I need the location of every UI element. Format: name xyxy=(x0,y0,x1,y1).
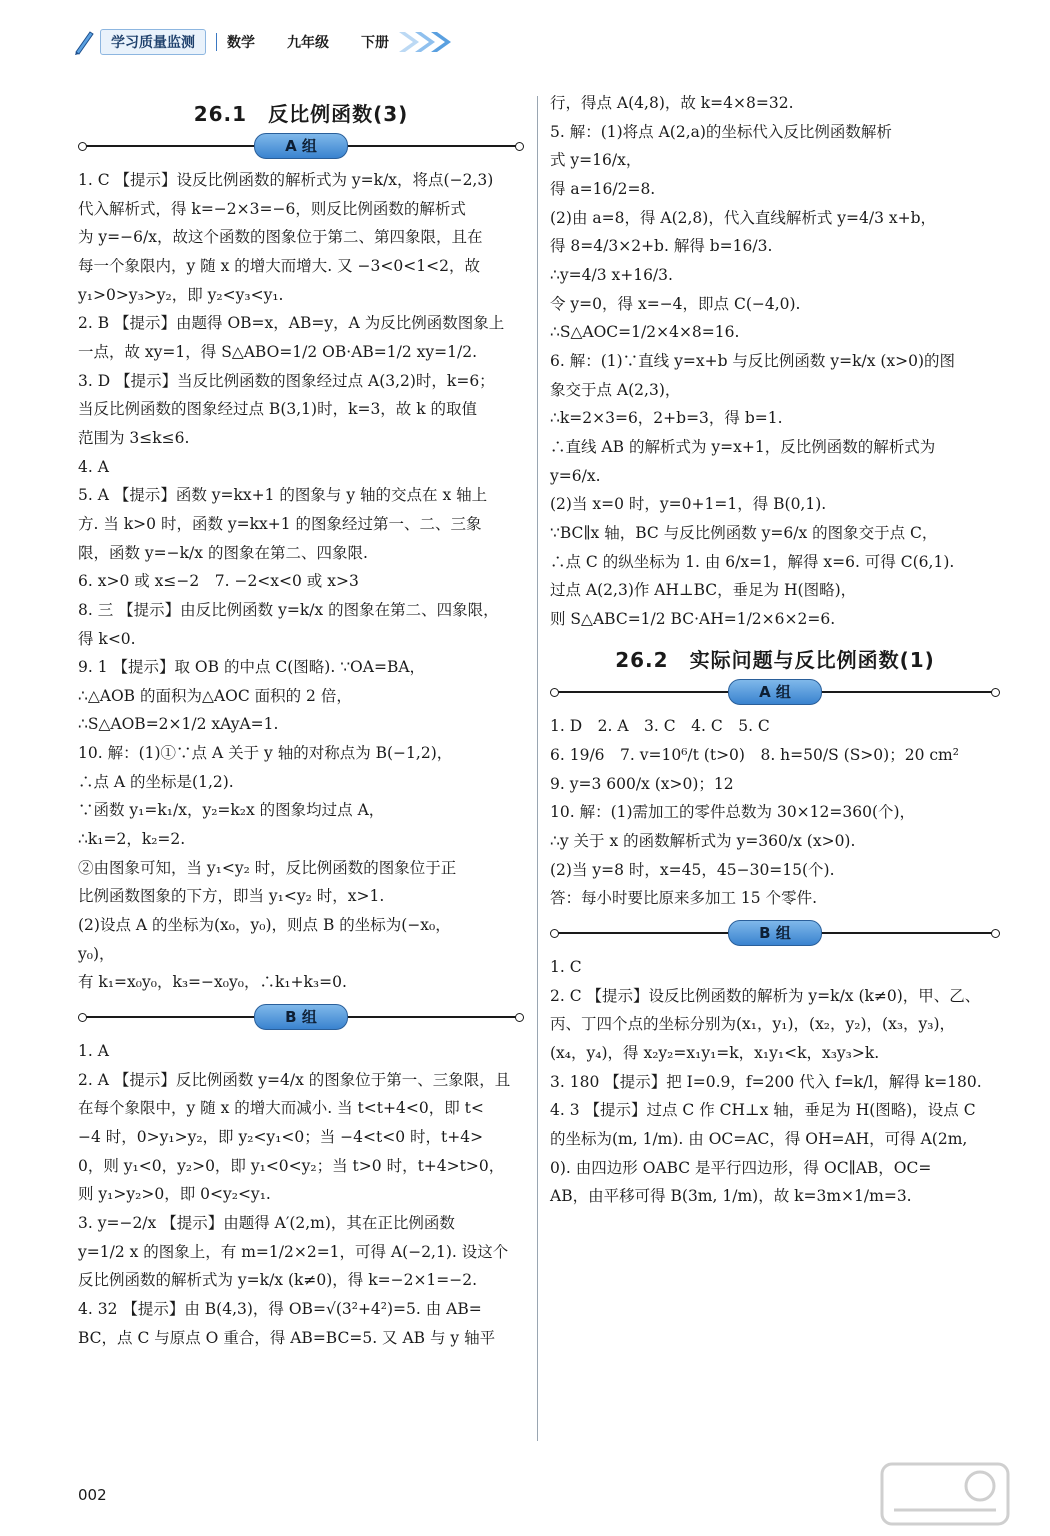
answer-line: y=6/x. xyxy=(550,466,601,485)
answer-line: 9. y=3 600/x (x>0)；12 xyxy=(550,774,734,793)
rule-end-dot xyxy=(78,142,87,151)
answer-line: 方. 当 k>0 时，函数 y=kx+1 的图象经过第一、二、三象 xyxy=(78,514,482,533)
answer-line: 5. 解：(1)将点 A(2,a)的坐标代入反比例函数解析 xyxy=(550,122,892,141)
answer-line: 的坐标为(m, 1/m). 由 OC=AC，得 OH=AH，可得 A(2m, xyxy=(550,1130,968,1148)
group-b-label: B 组 xyxy=(254,1004,348,1030)
answer-line: 1. C xyxy=(550,958,582,977)
answer-line: 则 y₁>y₂>0，即 0<y₂<y₁. xyxy=(78,1185,271,1204)
answer-line: ∴点 C 的纵坐标为 1. 由 6/x=1，解得 x=6. 可得 C(6,1). xyxy=(550,552,955,571)
answer-line: 比例函数图象的下方，即当 y₁<y₂ 时，x>1. xyxy=(78,887,385,906)
answer-line: 令 y=0，得 x=−4，即点 C(−4,0). xyxy=(550,294,801,313)
answer-line: 范围为 3≤k≤6. xyxy=(78,428,190,447)
group-a-bar xyxy=(550,679,1000,705)
answer-line: 10. 解：(1)需加工的零件总数为 30×12=360(个)， xyxy=(550,803,916,822)
answer-line: ∴y 关于 x 的函数解析式为 y=360/x (x>0). xyxy=(550,832,856,851)
series-brand: 学习质量监测 xyxy=(100,29,206,55)
answer-line: 在每个象限中，y 随 x 的增大而减小. 当 t<t+4<0，即 t< xyxy=(78,1099,484,1118)
answer-line: 2. B 【提示】由题得 OB=x，AB=y，A 为反比例函数图象上 xyxy=(78,314,505,333)
page-header xyxy=(72,28,461,56)
answer-line: 4. A xyxy=(78,457,109,476)
answer-list-26-1-b xyxy=(78,1038,524,1351)
group-a-label: A 组 xyxy=(254,133,348,159)
group-b-label: B 组 xyxy=(728,920,822,946)
answer-line: 有 k₁=x₀y₀，k₃=−x₀y₀，∴k₁+k₃=0. xyxy=(78,973,347,992)
watermark-logo xyxy=(880,1462,1010,1526)
answer-line: y₁>0>y₃>y₂，即 y₂<y₃<y₁. xyxy=(78,285,284,304)
answer-line: (2)由 a=8，得 A(2,8)，代入直线解析式 y=4/3 x+b， xyxy=(550,208,937,227)
rule-end-dot xyxy=(991,929,1000,938)
answer-line: 丙、丁四个点的坐标分别为(x₁，y₁)，(x₂，y₂)，(x₃，y₃)， xyxy=(550,1015,956,1034)
answer-list-26-2-b xyxy=(550,954,1000,1210)
answer-line: ∴y=4/3 x+16/3. xyxy=(550,265,673,284)
left-column xyxy=(78,90,524,1353)
answer-line: 1. A xyxy=(78,1042,109,1061)
rule-end-dot xyxy=(991,688,1000,697)
right-column xyxy=(550,90,1000,1212)
header-divider xyxy=(216,33,217,51)
answer-line: ∴△AOB 的面积为△AOC 面积的 2 倍， xyxy=(78,686,352,705)
group-b-bar xyxy=(78,1004,524,1030)
volume-label: 下册 xyxy=(361,35,389,51)
answer-line: y₀)， xyxy=(78,944,115,963)
answer-line: ∴S△AOB=2×1/2 xAyA=1. xyxy=(78,715,279,734)
answer-line: 3. y=−2/x 【提示】由题得 A′(2,m)，其在正比例函数 xyxy=(78,1213,455,1232)
answer-line: 一点，故 xy=1，得 S△ABO=1/2 OB·AB=1/2 xy=1/2. xyxy=(78,342,478,361)
rule-end-dot xyxy=(515,142,524,151)
answer-line: ∴k₁=2，k₂=2. xyxy=(78,830,186,849)
answer-line: ∴S△AOC=1/2×4×8=16. xyxy=(550,323,740,342)
answer-line: (2)设点 A 的坐标为(x₀，y₀)，则点 B 的坐标为(−x₀， xyxy=(78,916,451,935)
answer-line: ∵BC∥x 轴，BC 与反比例函数 y=6/x 的图象交于点 C， xyxy=(550,523,938,542)
answer-line: 当反比例函数的图象经过点 B(3,1)时，k=3，故 k 的取值 xyxy=(78,400,478,419)
answer-line: 行，得点 A(4,8)，故 k=4×8=32. xyxy=(550,94,794,112)
answer-line: 5. A 【提示】函数 y=kx+1 的图象与 y 轴的交点在 x 轴上 xyxy=(78,486,488,505)
answer-line: 10. 解：(1)①∵点 A 关于 y 轴的对称点为 B(−1,2)， xyxy=(78,744,453,763)
pen-icon xyxy=(72,28,96,56)
answer-line: 反比例函数的解析式为 y=k/x (k≠0)，得 k=−2×1=−2. xyxy=(78,1271,478,1290)
answer-line: ∴直线 AB 的解析式为 y=x+1，反比例函数的解析式为 xyxy=(550,437,936,456)
rule-end-dot xyxy=(515,1013,524,1022)
answer-line: 限，函数 y=−k/x 的图象在第二、四象限. xyxy=(78,543,368,562)
answer-list-26-1-a xyxy=(78,167,524,996)
rule-end-dot xyxy=(550,929,559,938)
answer-line: AB，由平移可得 B(3m, 1/m)，故 k=3m×1/m=3. xyxy=(550,1187,912,1206)
answer-line: 4. 32 【提示】由 B(4,3)，得 OB=√(3²+4²)=5. 由 AB= xyxy=(78,1299,482,1318)
answer-line: ∴k=2×3=6，2+b=3，得 b=1. xyxy=(550,409,783,428)
answer-line: 4. 3 【提示】过点 C 作 CH⊥x 轴，垂足为 H(图略)，设点 C xyxy=(550,1101,976,1120)
answer-line: (2)当 x=0 时，y=0+1=1，得 B(0,1). xyxy=(550,495,827,514)
answer-line: 则 S△ABC=1/2 BC·AH=1/2×6×2=6. xyxy=(550,609,836,628)
answer-list-26-2-a xyxy=(550,713,1000,912)
answer-line: ②由图象可知，当 y₁<y₂ 时，反比例函数的图象位于正 xyxy=(78,858,457,877)
answer-line: 8. 三 【提示】由反比例函数 y=k/x 的图象在第二、四象限， xyxy=(78,600,499,619)
answer-line: 过点 A(2,3)作 AH⊥BC，垂足为 H(图略)， xyxy=(550,581,857,600)
answer-line: 式 y=16/x， xyxy=(550,151,642,170)
chevron-arrows-icon xyxy=(397,30,461,54)
section-title-26-2: 26.2 实际问题与反比例函数(1) xyxy=(615,648,935,673)
answer-line: 0). 由四边形 OABC 是平行四边形，得 OC∥AB，OC= xyxy=(550,1158,932,1177)
answer-line: ∵函数 y₁=k₁/x，y₂=k₂x 的图象均过点 A， xyxy=(78,801,385,820)
answer-line: 得 k<0. xyxy=(78,629,136,648)
group-a-bar xyxy=(78,133,524,159)
group-b-bar xyxy=(550,920,1000,946)
answer-line: 得 a=16/2=8. xyxy=(550,179,656,198)
answer-line: 3. D 【提示】当反比例函数的图象经过点 A(3,2)时，k=6； xyxy=(78,371,495,390)
subject-label: 数学 xyxy=(227,35,255,51)
rule-end-dot xyxy=(550,688,559,697)
answer-line: 象交于点 A(2,3)， xyxy=(550,380,681,399)
answer-line: 为 y=−6/x，故这个函数的图象位于第二、第四象限，且在 xyxy=(78,228,483,247)
column-divider xyxy=(537,96,538,1441)
answer-line: 9. 1 【提示】取 OB 的中点 C(图略). ∵OA=BA， xyxy=(78,658,426,677)
answer-line: 答：每小时要比原来多加工 15 个零件. xyxy=(550,889,818,908)
answer-line: ∴点 A 的坐标是(1,2). xyxy=(78,772,234,791)
grade-label: 九年级 xyxy=(287,35,329,51)
answer-line: BC，点 C 与原点 O 重合，得 AB=BC=5. 又 AB 与 y 轴平 xyxy=(78,1328,496,1347)
answer-line: 2. A 【提示】反比例函数 y=4/x 的图象位于第一、三象限，且 xyxy=(78,1070,511,1089)
answer-line: 1. C 【提示】设反比例函数的解析式为 y=k/x，将点(−2,3) xyxy=(78,171,494,189)
section-title-26-1: 26.1 反比例函数(3) xyxy=(193,102,409,126)
answer-line: 6. 解：(1)∵直线 y=x+b 与反比例函数 y=k/x (x>0)的图 xyxy=(550,351,956,370)
page-number: 002 xyxy=(78,1486,107,1504)
answer-line: 代入解析式，得 k=−2×3=−6，则反比例函数的解析式 xyxy=(78,199,466,218)
answer-line: 1. D 2. A 3. C 4. C 5. C xyxy=(550,717,770,736)
answer-line: (2)当 y=8 时，x=45，45−30=15(个). xyxy=(550,860,835,879)
group-a-label: A 组 xyxy=(728,679,822,705)
answer-line: 3. 180 【提示】把 I=0.9，f=200 代入 f=k/l，解得 k=180. xyxy=(550,1072,982,1091)
answer-line: y=1/2 x 的图象上，有 m=1/2×2=1，可得 A(−2,1). 设这个 xyxy=(78,1242,509,1261)
answer-line: −4 时，0>y₁>y₂，即 y₂<y₁<0；当 −4<t<0 时，t+4> xyxy=(78,1128,484,1146)
answer-line: 每一个象限内，y 随 x 的增大而增大. 又 −3<0<1<2，故 xyxy=(78,256,480,275)
answer-line: 6. 19/6 7. v=10⁶/t (t>0) 8. h=50/S (S>0)；20 cm² xyxy=(550,746,959,765)
answer-line: 6. x>0 或 x≤−2 7. −2<x<0 或 x>3 xyxy=(78,572,359,591)
rule-end-dot xyxy=(78,1013,87,1022)
answer-line: 得 8=4/3×2+b. 解得 b=16/3. xyxy=(550,237,773,256)
answer-line: (x₄，y₄)，得 x₂y₂=x₁y₁=k，x₁y₁<k，x₃y₃>k. xyxy=(550,1044,880,1063)
answer-line: 0，则 y₁<0，y₂>0，即 y₁<0<y₂；当 t>0 时，t+4>t>0， xyxy=(78,1156,505,1175)
answer-list-26-1-continued xyxy=(550,90,1000,632)
answer-line: 2. C 【提示】设反比例函数的解析为 y=k/x (k≠0)，甲、乙、 xyxy=(550,986,981,1005)
